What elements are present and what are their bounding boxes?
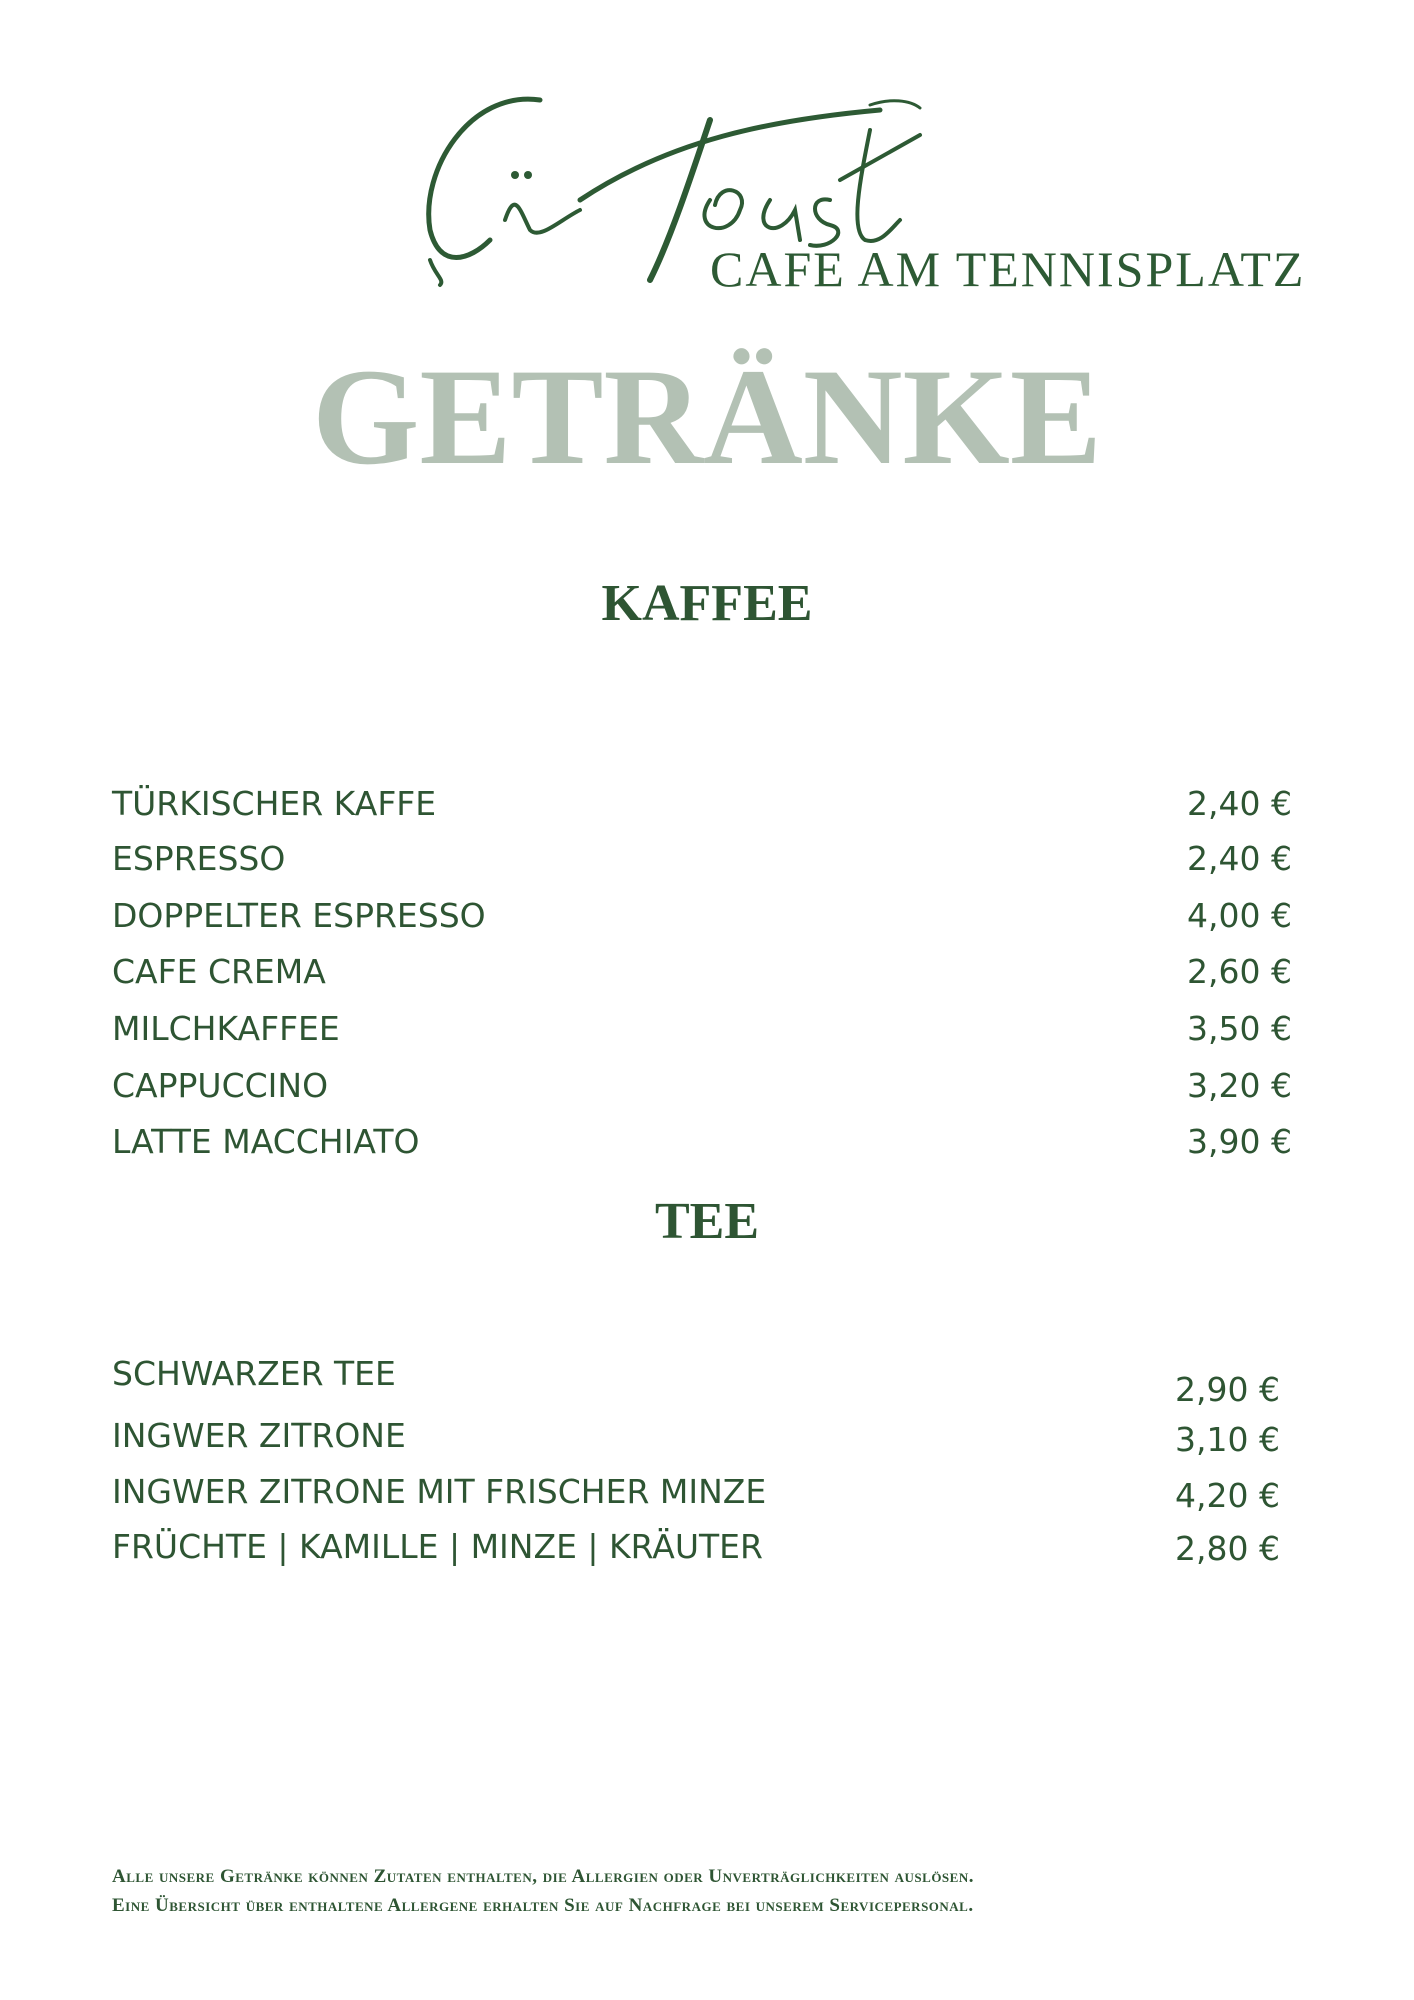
menu-item-price: 2,40 € [1187, 839, 1292, 878]
menu-item-name: LATTE MACCHIATO [112, 1122, 420, 1161]
allergen-notice [112, 1862, 1312, 1920]
menu-item-latte-macchiato [112, 1119, 1292, 1165]
menu-item-name: CAFE CREMA [112, 952, 326, 991]
menu-item-fruechte-tee [112, 1524, 1292, 1570]
menu-item-price: 3,20 € [1187, 1066, 1292, 1105]
menu-item-cappuccino [112, 1063, 1292, 1109]
menu-item-price: 2,80 € [1175, 1529, 1280, 1568]
menu-item-name: INGWER ZITRONE MIT FRISCHER MINZE [112, 1472, 767, 1511]
logo-subtitle: CAFE AM TENNISPLATZ [710, 241, 1306, 297]
menu-item-name: SCHWARZER TEE [112, 1354, 396, 1393]
allergen-notice-line-1: Alle unsere Getränke können Zutaten enthalten, die Allergien oder Unverträglichkeiten auslösen. [112, 1866, 974, 1887]
menu-item-tuerkischer-kaffe [112, 781, 1292, 827]
menu-item-schwarzer-tee [112, 1351, 1292, 1409]
menu-item-price: 4,20 € [1175, 1476, 1280, 1515]
menu-item-name: MILCHKAFFEE [112, 1009, 340, 1048]
menu-item-price: 3,90 € [1187, 1122, 1292, 1161]
menu-item-name: DOPPELTER ESPRESSO [112, 896, 486, 935]
menu-item-doppelter-espresso [112, 893, 1292, 939]
menu-item-espresso [112, 836, 1292, 882]
menu-item-name: TÜRKISCHER KAFFE [112, 784, 437, 823]
menu-item-name: ESPRESSO [112, 839, 286, 878]
menu-item-name: FRÜCHTE | KAMILLE | MINZE | KRÄUTER [112, 1527, 763, 1566]
menu-item-milchkaffee [112, 1006, 1292, 1052]
menu-item-price: 2,60 € [1187, 952, 1292, 991]
section-heading-kaffee: KAFFEE [601, 575, 813, 632]
menu-item-name: CAPPUCCINO [112, 1066, 329, 1105]
menu-item-price: 4,00 € [1187, 896, 1292, 935]
menu-item-ingwer-zitrone [112, 1413, 1292, 1459]
allergen-notice-line-2: Eine Übersicht über enthaltene Allergene erhalten Sie auf Nachfrage bei unserem Servicepersonal. [112, 1895, 974, 1916]
menu-item-price: 3,50 € [1187, 1009, 1292, 1048]
section-heading-tee: TEE [654, 1193, 760, 1250]
menu-item-ingwer-zitrone-minze [112, 1469, 1292, 1515]
menu-item-price: 2,90 € [1175, 1370, 1280, 1409]
menu-item-price: 3,10 € [1175, 1420, 1280, 1459]
logo [410, 80, 1310, 300]
menu-item-name: INGWER ZITRONE [112, 1416, 406, 1455]
menu-item-price: 2,40 € [1187, 784, 1292, 823]
page-title: GETRÄNKE [312, 340, 1102, 493]
menu-item-cafe-crema [112, 949, 1292, 995]
